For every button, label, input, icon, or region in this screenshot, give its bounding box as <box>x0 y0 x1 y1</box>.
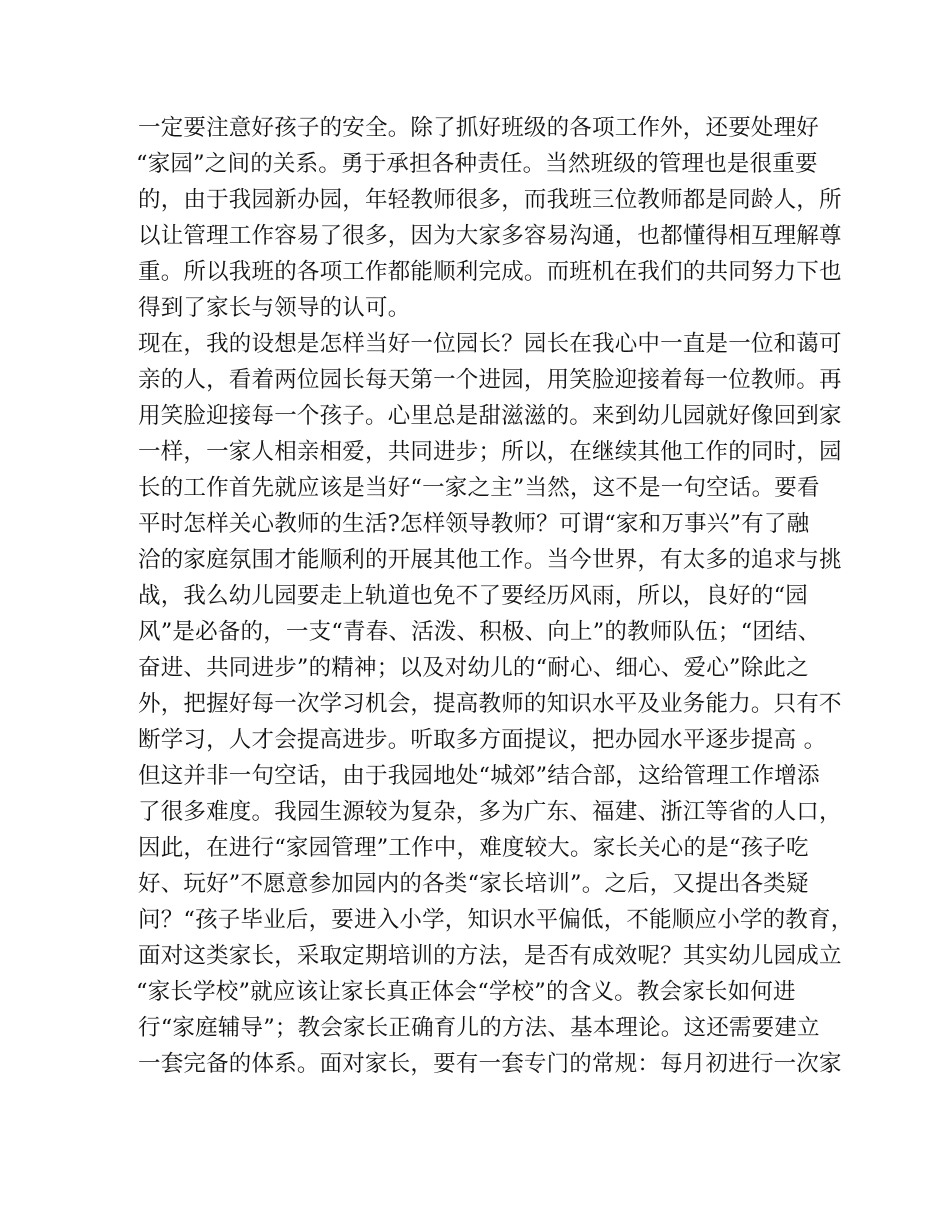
text-line: 但这并非一句空话，由于我园地处“城郊”结合部，这给管理工作增添 <box>138 763 820 789</box>
text-line: 一定要注意好孩子的安全。除了抓好班级的各项工作外，还要处理好 <box>138 115 820 141</box>
text-line: 外，把握好每一次学习机会，提高教师的知识水平及业务能力。只有不 <box>138 691 842 717</box>
text-line: 行“家庭辅导”；教会家长正确育儿的方法、基本理论。这还需要建立 <box>138 1015 820 1041</box>
text-line: 一套完备的体系。面对家长，要有一套专门的常规：每月初进行一次家 <box>138 1051 842 1077</box>
text-line: “家园”之间的关系。勇于承担各种责任。当然班级的管理也是很重要 <box>136 151 818 177</box>
text-line: 因此，在进行“家园管理”工作中，难度较大。家长关心的是“孩子吃 <box>138 835 809 861</box>
text-line: 洽的家庭氛围才能顺利的开展其他工作。当今世界，有太多的追求与挑 <box>138 547 842 573</box>
text-line: 以让管理工作容易了很多，因为大家多容易沟通，也都懂得相互理解尊 <box>138 223 842 249</box>
text-line: 好、玩好”不愿意参加园内的各类“家长培训”。之后，又提出各类疑 <box>138 871 809 897</box>
text-line: “家长学校”就应该让家长真正体会“学校”的含义。教会家长如何进 <box>136 979 796 1005</box>
text-line: 用笑脸迎接每一个孩子。心里总是甜滋滋的。来到幼儿园就好像回到家 <box>138 403 842 429</box>
text-line: 奋进、共同进步”的精神；以及对幼儿的“耐心、细心、爱心”除此之 <box>138 655 809 681</box>
text-line: 战，我么幼儿园要走上轨道也免不了要经历风雨，所以，良好的“园 <box>138 583 809 609</box>
text-line: 的，由于我园新办园，年轻教师很多，而我班三位教师都是同龄人，所 <box>138 187 842 213</box>
text-line: 面对这类家长，采取定期培训的方法，是否有成效呢？其实幼儿园成立 <box>138 943 842 969</box>
text-line: 断学习，人才会提高进步。听取多方面提议，把办园水平逐步提高 。 <box>138 727 827 753</box>
text-line: 一样，一家人相亲相爱，共同进步；所以，在继续其他工作的同时，园 <box>138 439 842 465</box>
text-line: 长的工作首先就应该是当好“一家之主”当然，这不是一句空话。要看 <box>138 475 820 501</box>
text-line: 亲的人，看着两位园长每天第一个进园，用笑脸迎接着每一位教师。再 <box>138 367 842 393</box>
text-line: 问？“孩子毕业后，要进入小学，知识水平偏低，不能顺应小学的教育， <box>138 907 854 933</box>
text-line: 现在，我的设想是怎样当好一位园长？园长在我心中一直是一位和蔼可 <box>138 331 842 357</box>
text-line: 得到了家长与领导的认可。 <box>138 295 411 321</box>
text-line: 风”是必备的，一支“青春、活泼、积极、向上”的教师队伍；“团结、 <box>138 619 821 645</box>
text-line: 重。所以我班的各项工作都能顺利完成。而班机在我们的共同努力下也 <box>138 259 842 285</box>
text-line: 平时怎样关心教师的生活?怎样领导教师？可谓“家和万事兴”有了融 <box>138 511 810 537</box>
document-body <box>136 110 854 1082</box>
text-line: 了很多难度。我园生源较为复杂，多为广东、福建、浙江等省的人口， <box>138 799 842 825</box>
